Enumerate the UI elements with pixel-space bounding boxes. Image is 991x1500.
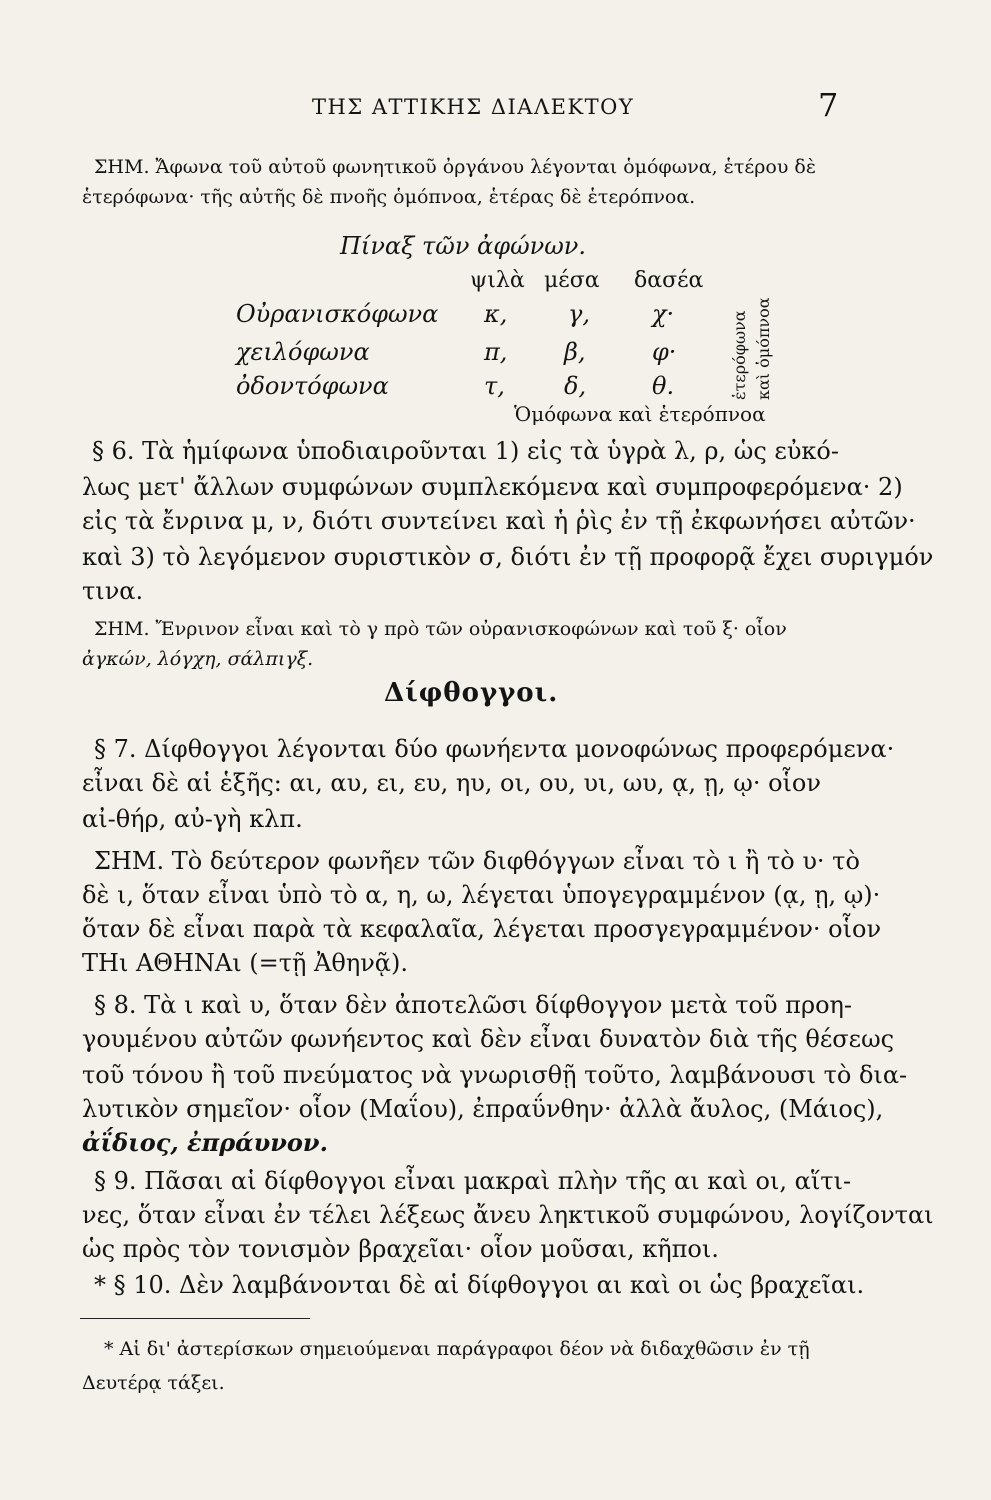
note1-line1: ΣΗΜ. Ἄφωνα τοῦ αὐτοῦ φωνητικοῦ ὀργάνου λέγονται ὁμόφωνα, ἑτέρου δὲ	[94, 156, 817, 178]
para6-line1: § 6. Τὰ ἡμίφωνα ὑποδιαιροῦνται 1) εἰς τὰ ὑγρὰ λ, ρ, ὡς εὐκό-	[92, 437, 839, 465]
running-header: ΤΗΣ ΑΤΤΙΚΗΣ ΔΙΑΛΕΚΤΟΥ	[312, 95, 635, 119]
table-cell: χ·	[652, 300, 675, 328]
page-number: 7	[818, 86, 839, 124]
column-header-mesa: μέσα	[544, 268, 600, 293]
para8-line2: γουμένου αὐτῶν φωνήεντος καὶ δὲν εἶναι δυνατὸν διὰ τῆς θέσεως	[82, 1025, 895, 1053]
para9-line3: ὡς πρὸς τὸν τονισμὸν βραχεῖαι· οἷον μοῦσαι, κῆποι.	[82, 1235, 719, 1263]
table-bottom-label: Ὁμόφωνα καὶ ἑτερόπνοα	[514, 402, 766, 426]
para6-line4: καὶ 3) τὸ λεγόμενον συριστικὸν σ, διότι ἐν τῇ προφορᾷ ἔχει συριγμόν	[82, 543, 934, 571]
table-cell: κ,	[484, 300, 508, 328]
table-cell: τ,	[484, 372, 505, 400]
footnote-divider	[80, 1318, 310, 1319]
table-cell: φ·	[652, 338, 677, 366]
para7-line3: αἰ-θήρ, αὐ-γὴ κλπ.	[82, 805, 303, 833]
table-cell: β,	[564, 338, 586, 366]
note1-line2: ἑτερόφωνα· τῆς αὐτῆς δὲ πνοῆς ὁμόπνοα, ἑτέρας δὲ ἑτερόπνοα.	[82, 186, 696, 208]
para8-line1: § 8. Τὰ ι καὶ υ, ὅταν δὲν ἀποτελῶσι δίφθογγον μετὰ τοῦ προη-	[94, 991, 853, 1019]
note3-line4: ΤΗι ΑΘΗΝΑι (=τῇ Ἀθηνᾷ).	[82, 949, 408, 977]
table-cell: θ.	[652, 372, 675, 400]
row-label-odontofona: ὀδοντόφωνα	[236, 372, 389, 400]
row-label-ouraniskofona: Οὐρανισκόφωνα	[236, 300, 439, 328]
para7-line1: § 7. Δίφθογγοι λέγονται δύο φωνήεντα μονοφώνως προφερόμενα·	[94, 735, 895, 763]
para7-line2: εἶναι δὲ αἱ ἑξῆς: αι, αυ, ει, ευ, ηυ, οι, ου, υι, ωυ, ᾳ, ῃ, ῳ· οἷον	[82, 769, 821, 797]
para6-line5: τινα.	[82, 577, 144, 605]
para10-line: * § 10. Δὲν λαμβάνονται δὲ αἱ δίφθογγοι αι καὶ οι ὡς βραχεῖαι.	[94, 1271, 865, 1299]
footnote-line2: Δευτέρᾳ τάξει.	[82, 1372, 225, 1394]
table-title: Πίναξ τῶν ἀφώνων.	[340, 232, 587, 260]
note3-line2: δὲ ι, ὅταν εἶναι ὑπὸ τὸ α, η, ω, λέγεται ὑπογεγραμμένον (ᾳ, ῃ, ῳ)·	[82, 881, 881, 909]
para6-line3: εἰς τὰ ἔνρινα μ, ν, διότι συντείνει καὶ ἡ ῥὶς ἐν τῇ ἐκφωνήσει αὐτῶν·	[82, 507, 916, 535]
para8-line4: λυτικὸν σημεῖον· οἷον (Μαΐου), ἐπραΰνθην· ἀλλὰ ἄυλος, (Μάιος),	[82, 1095, 884, 1123]
column-header-dasea: δασέα	[634, 268, 704, 293]
row-label-cheilofona: χειλόφωνα	[236, 338, 370, 366]
side-label-omopnoa: καὶ ὁμόπνοα	[754, 297, 773, 400]
table-cell: δ,	[564, 372, 587, 400]
side-label-eterofona: ἑτερόφωνα	[730, 310, 749, 400]
table-cell: γ,	[568, 300, 590, 328]
note3-line3: ὅταν δὲ εἶναι παρὰ τὰ κεφαλαῖα, λέγεται προσγεγραμμένον· οἷον	[82, 915, 882, 943]
para9-line1: § 9. Πᾶσαι αἱ δίφθογγοι εἶναι μακραὶ πλὴν τῆς αι καὶ οι, αἵτι-	[94, 1167, 852, 1195]
note2-line1: ΣΗΜ. Ἔνρινον εἶναι καὶ τὸ γ πρὸ τῶν οὐρανισκοφώνων καὶ τοῦ ξ· οἷον	[94, 618, 787, 640]
section-heading-diphthongs: Δίφθογγοι.	[384, 678, 559, 708]
table-cell: π,	[484, 338, 508, 366]
para6-line2: λως μετ' ἄλλων συμφώνων συμπλεκόμενα καὶ συμπροφερόμενα· 2)	[82, 473, 903, 501]
para8-line5: ἀΐδιος, ἐπράυνον.	[82, 1128, 328, 1157]
note3-line1: ΣΗΜ. Τὸ δεύτερον φωνῆεν τῶν διφθόγγων εἶναι τὸ ι ἢ τὸ υ· τὸ	[94, 847, 860, 875]
column-header-psila: ψιλὰ	[470, 268, 525, 293]
note2-line2: ἀγκών, λόγχη, σάλπιγξ.	[82, 648, 314, 670]
para9-line2: νες, ὅταν εἶναι ἐν τέλει λέξεως ἄνευ ληκτικοῦ συμφώνου, λογίζονται	[82, 1201, 934, 1229]
footnote-line1: * Αἱ δι' ἀστερίσκων σημειούμεναι παράγραφοι δέον νὰ διδαχθῶσιν ἐν τῇ	[104, 1338, 810, 1360]
para8-line3: τοῦ τόνου ἢ τοῦ πνεύματος νὰ γνωρισθῇ τοῦτο, λαμβάνουσι τὸ δια-	[82, 1061, 908, 1089]
